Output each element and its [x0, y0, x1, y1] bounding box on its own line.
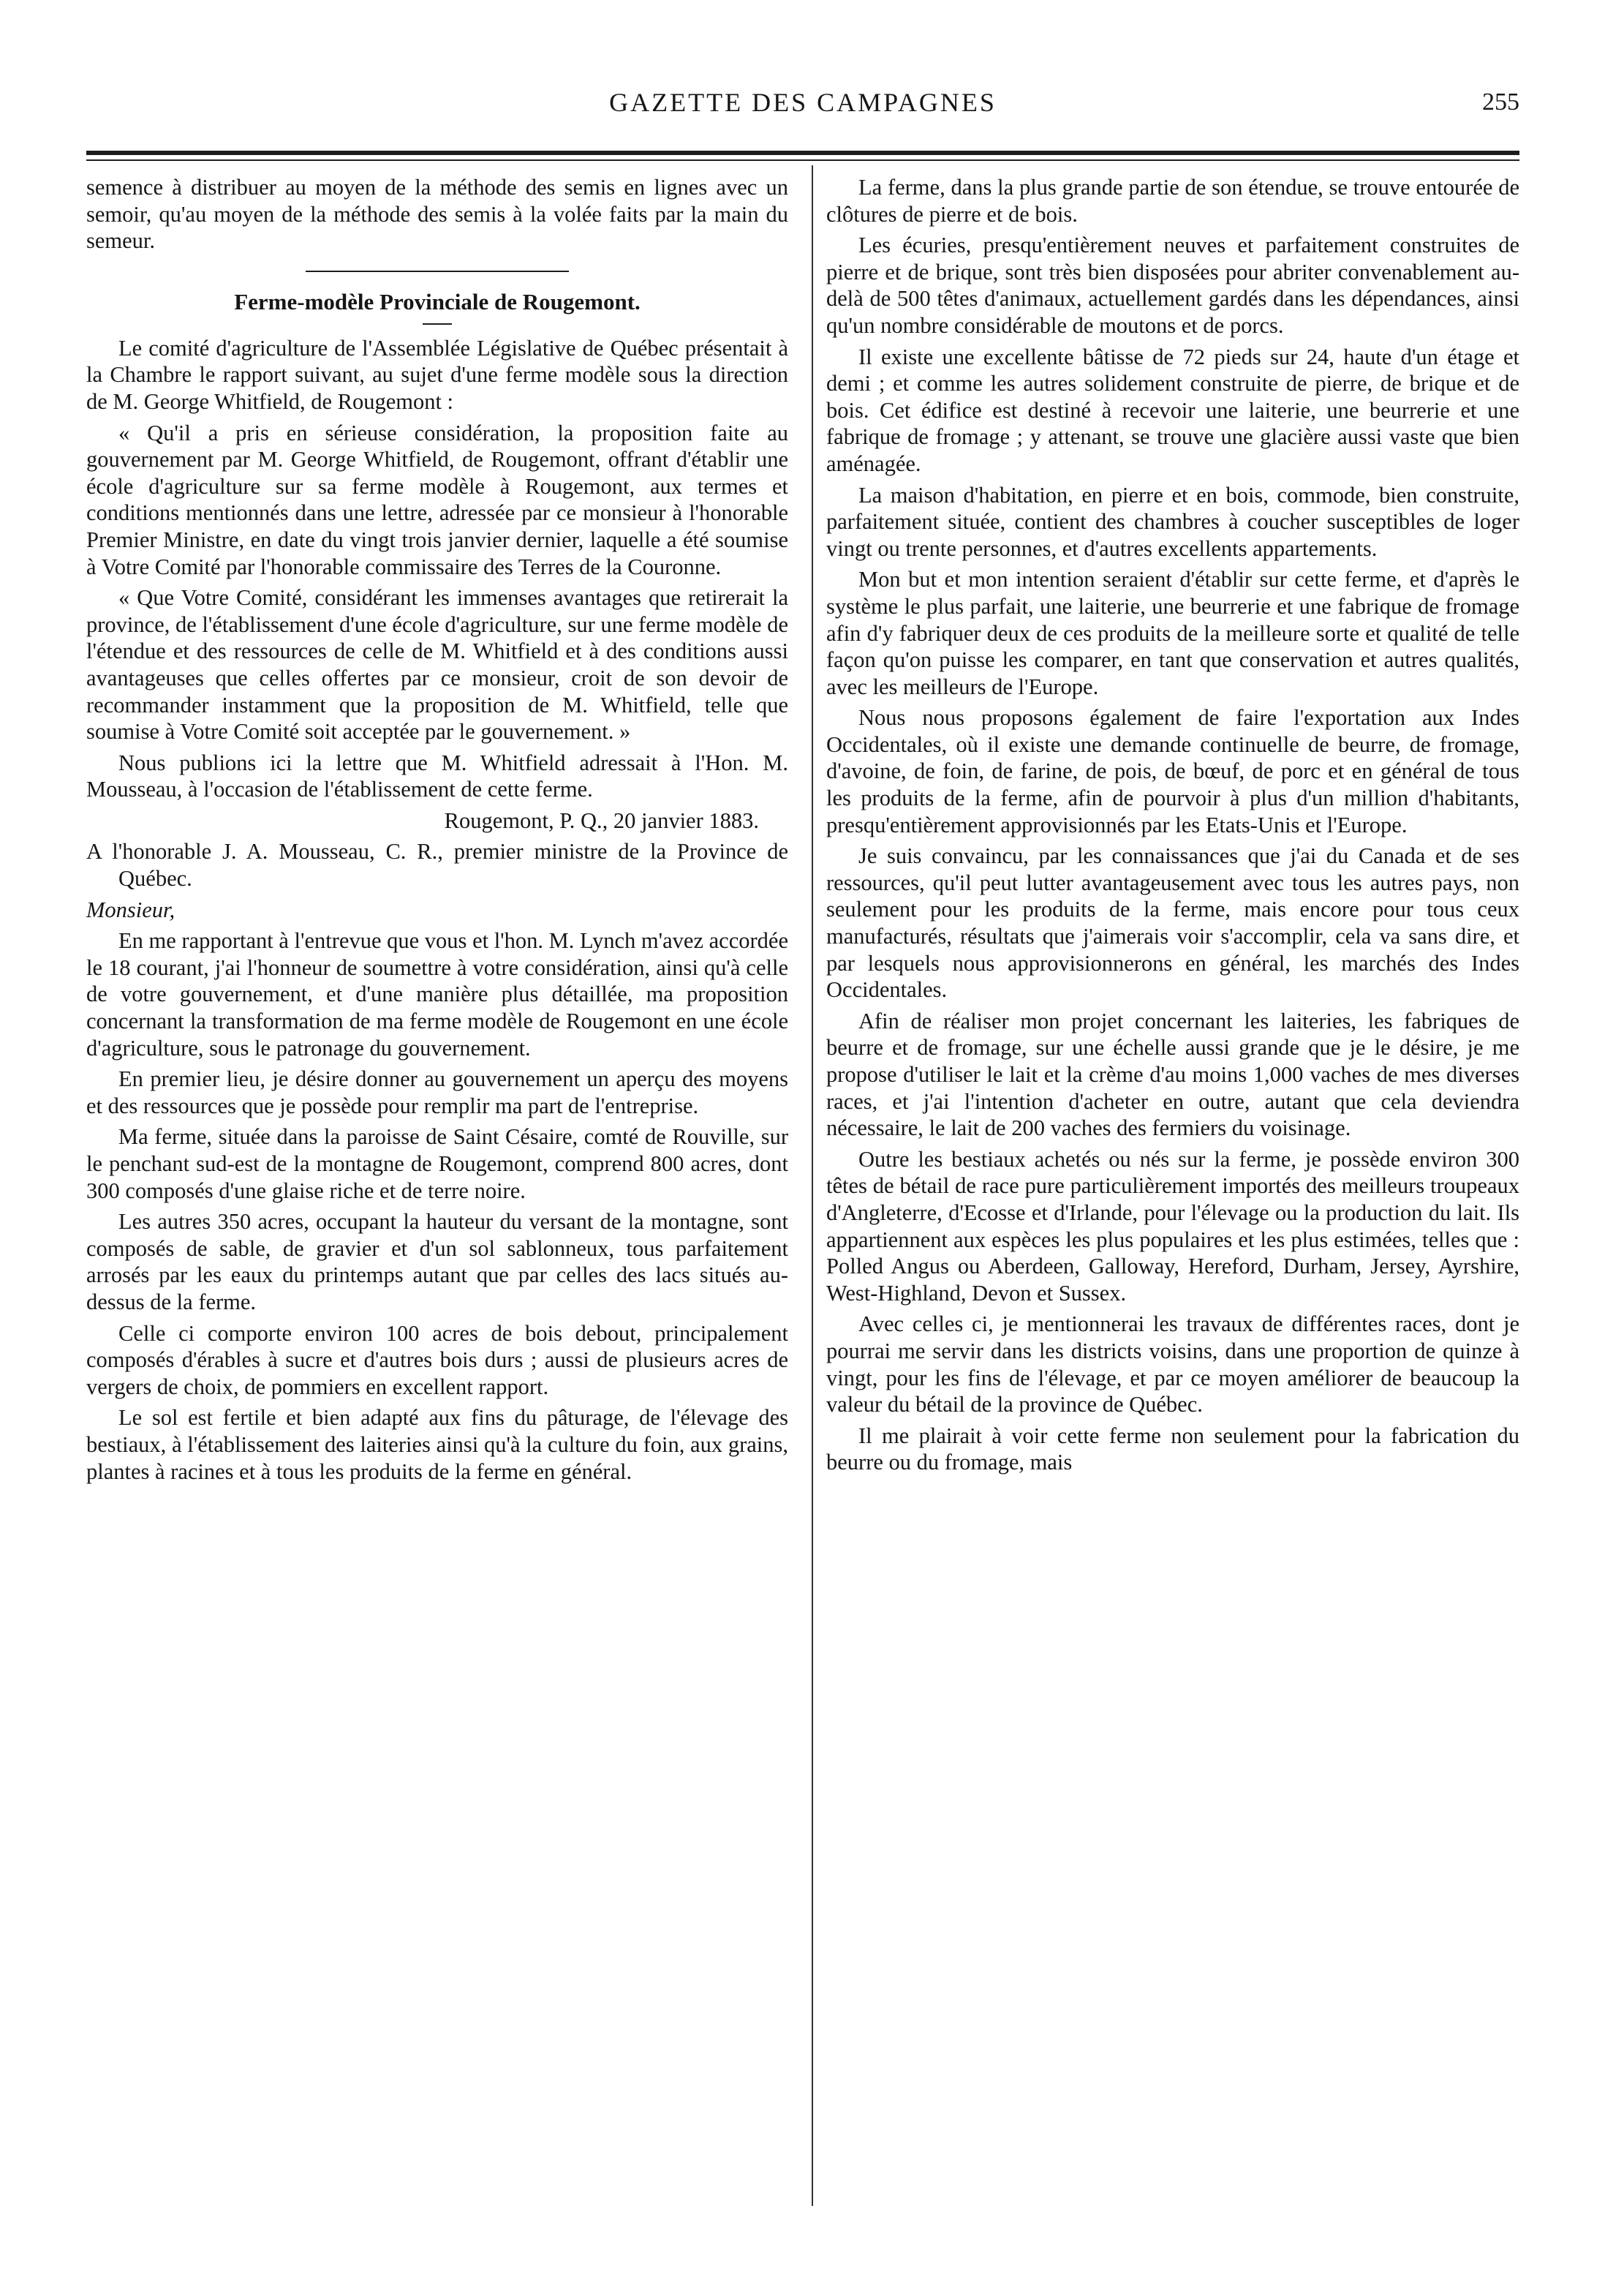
- paragraph: Celle ci comporte environ 100 acres de bois debout, principalement composés d'érables à sucre et d'autres bois durs ; aussi de plusieurs acres de vergers de choix, de pommiers en excellent rapport.: [86, 1320, 788, 1399]
- paragraph: La maison d'habitation, en pierre et en bois, commode, bien construite, parfaitement située, contient des chambres à coucher susceptibles de loger vingt ou trente personnes, et d'autres excellents appartements.: [826, 482, 1519, 561]
- paragraph: Je suis convaincu, par les connaissances que j'ai du Canada et de ses ressources, qu'il peut lutter avantageusement avec tous les autres pays, non seulement pour les produits de la ferme, mais encore pour tous ceux manufacturés, résultats que j'aimerais voir s'accomplir, cela va sans dire, et par lesquels nous approvisionnerons en général, les marchés des Indes Occidentales.: [826, 843, 1519, 1003]
- right-column: [826, 174, 1519, 1480]
- left-column: [86, 174, 788, 1489]
- article-heading: Ferme-modèle Provinciale de Rougemont.: [234, 288, 641, 315]
- paragraph: Le comité d'agriculture de l'Assemblée Législative de Québec présentait à la Chambre le rapport suivant, au sujet d'une ferme modèle sous la direction de M. George Whitfield, de Rougemont :: [86, 335, 788, 414]
- page-number: 255: [1482, 89, 1519, 116]
- paragraph: Nous nous proposons également de faire l'exportation aux Indes Occidentales, où il existe une demande continuelle de beurre, de fromage, d'avoine, de foin, de farine, de pois, de bœuf, de porc et en général de tous les produits de la ferme, afin de pourvoir à plus d'un million d'habitants, presqu'entièrement approvisionnés par les Etats-Unis et l'Europe.: [826, 705, 1519, 837]
- letter-salutation: Monsieur,: [86, 897, 175, 922]
- column-divider: [812, 165, 813, 2206]
- paragraph: Mon but et mon intention seraient d'établir sur cette ferme, et d'après le système le plus parfait, une laiterie, une beurrerie et une fabrique de fromage afin d'y fabriquer deux de ces produits de la meilleure sorte et qualité de telle façon qu'on puisse les comparer, en tant que conservation et autres qualités, avec les meilleurs de l'Europe.: [826, 567, 1519, 699]
- paragraph: Les écuries, presqu'entièrement neuves et parfaitement construites de pierre et de brique, sont très bien disposées pour abriter convenablement au-delà de 500 têtes d'animaux, actuellement gardés dans les dépendances, ainsi qu'un nombre considérable de moutons et de porcs.: [826, 233, 1519, 338]
- paragraph: En me rapportant à l'entrevue que vous et l'hon. M. Lynch m'avez accordée le 18 courant, j'ai l'honneur de soumettre à votre considération, ainsi qu'à celle de votre gouvernement, et d'une manière plus détaillée, ma proposition concernant la transformation de ma ferme modèle de Rougemont en une école d'agriculture, sous le patronage du gouvernement.: [86, 928, 788, 1061]
- section-rule: [306, 271, 569, 272]
- running-title: GAZETTE DES CAMPAGNES: [609, 88, 997, 117]
- paragraph: Le sol est fertile et bien adapté aux fins du pâturage, de l'élevage des bestiaux, à l'établissement des laiteries ainsi qu'à la culture du foin, aux grains, plantes à racines et à tous les produits de la ferme en général.: [86, 1405, 788, 1484]
- paragraph: Nous publions ici la lettre que M. Whitfield adressait à l'Hon. M. Mousseau, à l'occasion de l'établissement de cette ferme.: [86, 750, 788, 802]
- paragraph: « Que Votre Comité, considérant les immenses avantages que retirerait la province, de l'établissement d'une école d'agriculture, sur une ferme modèle de l'étendue et des ressources de celle de M. Whitfield et à des conditions aussi avantageuses que celles offertes par ce monsieur, croit de son devoir de recommander instamment que la proposition de M. Whitfield, telle que soumise à Votre Comité soit acceptée par le gouvernement. »: [86, 585, 788, 745]
- continued-paragraph: semence à distribuer au moyen de la méthode des semis en lignes avec un semoir, qu'au moyen de la méthode des semis à la volée faits par la main du semeur.: [86, 175, 788, 254]
- paragraph: Les autres 350 acres, occupant la hauteur du versant de la montagne, sont composés de sable, de gravier et d'un sol sablonneux, tous parfaitement arrosés par les eaux du printemps autant que par celles des lacs situés au-dessus de la ferme.: [86, 1209, 788, 1314]
- letter-dateline: Rougemont, P. Q., 20 janvier 1883.: [444, 807, 759, 833]
- paragraph: « Qu'il a pris en sérieuse considération, la proposition faite au gouvernement par M. George Whitfield, de Rougemont, offrant d'établir une école d'agriculture sur sa ferme modèle à Rougemont, aux termes et conditions mentionnés dans une lettre, adressée par ce monsieur à l'honorable Premier Ministre, en date du vingt trois janvier dernier, laquelle a été soumise à Votre Comité par l'honorable commissaire des Terres de la Couronne.: [86, 420, 788, 579]
- page-header: [86, 86, 1519, 130]
- header-rule-thick: [86, 151, 1519, 155]
- paragraph: La ferme, dans la plus grande partie de son étendue, se trouve entourée de clôtures de pierre et de bois.: [826, 175, 1519, 227]
- paragraph: Il existe une excellente bâtisse de 72 pieds sur 24, haute d'un étage et demi ; et comme les autres solidement construite de pierre, de brique et de bois. Cet édifice est destiné à recevoir une laiterie, une beurrerie et une fabrique de fromage ; y attenant, se trouve une glacière aussi vaste que bien aménagée.: [826, 344, 1519, 476]
- paragraph: Ma ferme, située dans la paroisse de Saint Césaire, comté de Rouville, sur le penchant sud-est de la montagne de Rougemont, comprend 800 acres, dont 300 composés d'une glaise riche et de terre noire.: [86, 1124, 788, 1203]
- paragraph: Afin de réaliser mon projet concernant les laiteries, les fabriques de beurre et de fromage, sur une échelle aussi grande que je le désire, je me propose d'utiliser le lait et la crème d'au moins 1,000 vaches de mes diverses races, et j'ai l'intention d'acheter en outre, autant que cela deviendra nécessaire, le lait de 200 vaches des fermiers du voisinage.: [826, 1008, 1519, 1141]
- paragraph: Il me plairait à voir cette ferme non seulement pour la fabrication du beurre ou du fromage, mais: [826, 1423, 1519, 1475]
- letter-address: A l'honorable J. A. Mousseau, C. R., premier ministre de la Province de Québec.: [86, 839, 788, 892]
- paragraph: Outre les bestiaux achetés ou nés sur la ferme, je possède environ 300 têtes de bétail de race pure particulièrement importés des meilleurs troupeaux d'Angleterre, d'Ecosse et d'Irlande, pour l'élevage ou la production du lait. Ils appartiennent aux espèces les plus populaires et les plus estimées, telles que : Polled Angus ou Aberdeen, Galloway, Hereford, Durham, Jersey, Ayrshire, West-Highland, Devon et Sussex.: [826, 1146, 1519, 1306]
- header-rule-thin: [86, 159, 1519, 161]
- heading-dash: [423, 323, 452, 325]
- paragraph: En premier lieu, je désire donner au gouvernement un aperçu des moyens et des ressources que je possède pour remplir ma part de l'entreprise.: [86, 1066, 788, 1118]
- paragraph: Avec celles ci, je mentionnerai les travaux de différentes races, dont je pourrai me servir dans les districts voisins, dans une proportion de quinze à vingt, pour les fins de l'élevage, et par ce moyen améliorer de beaucoup la valeur du bétail de la province de Québec.: [826, 1311, 1519, 1417]
